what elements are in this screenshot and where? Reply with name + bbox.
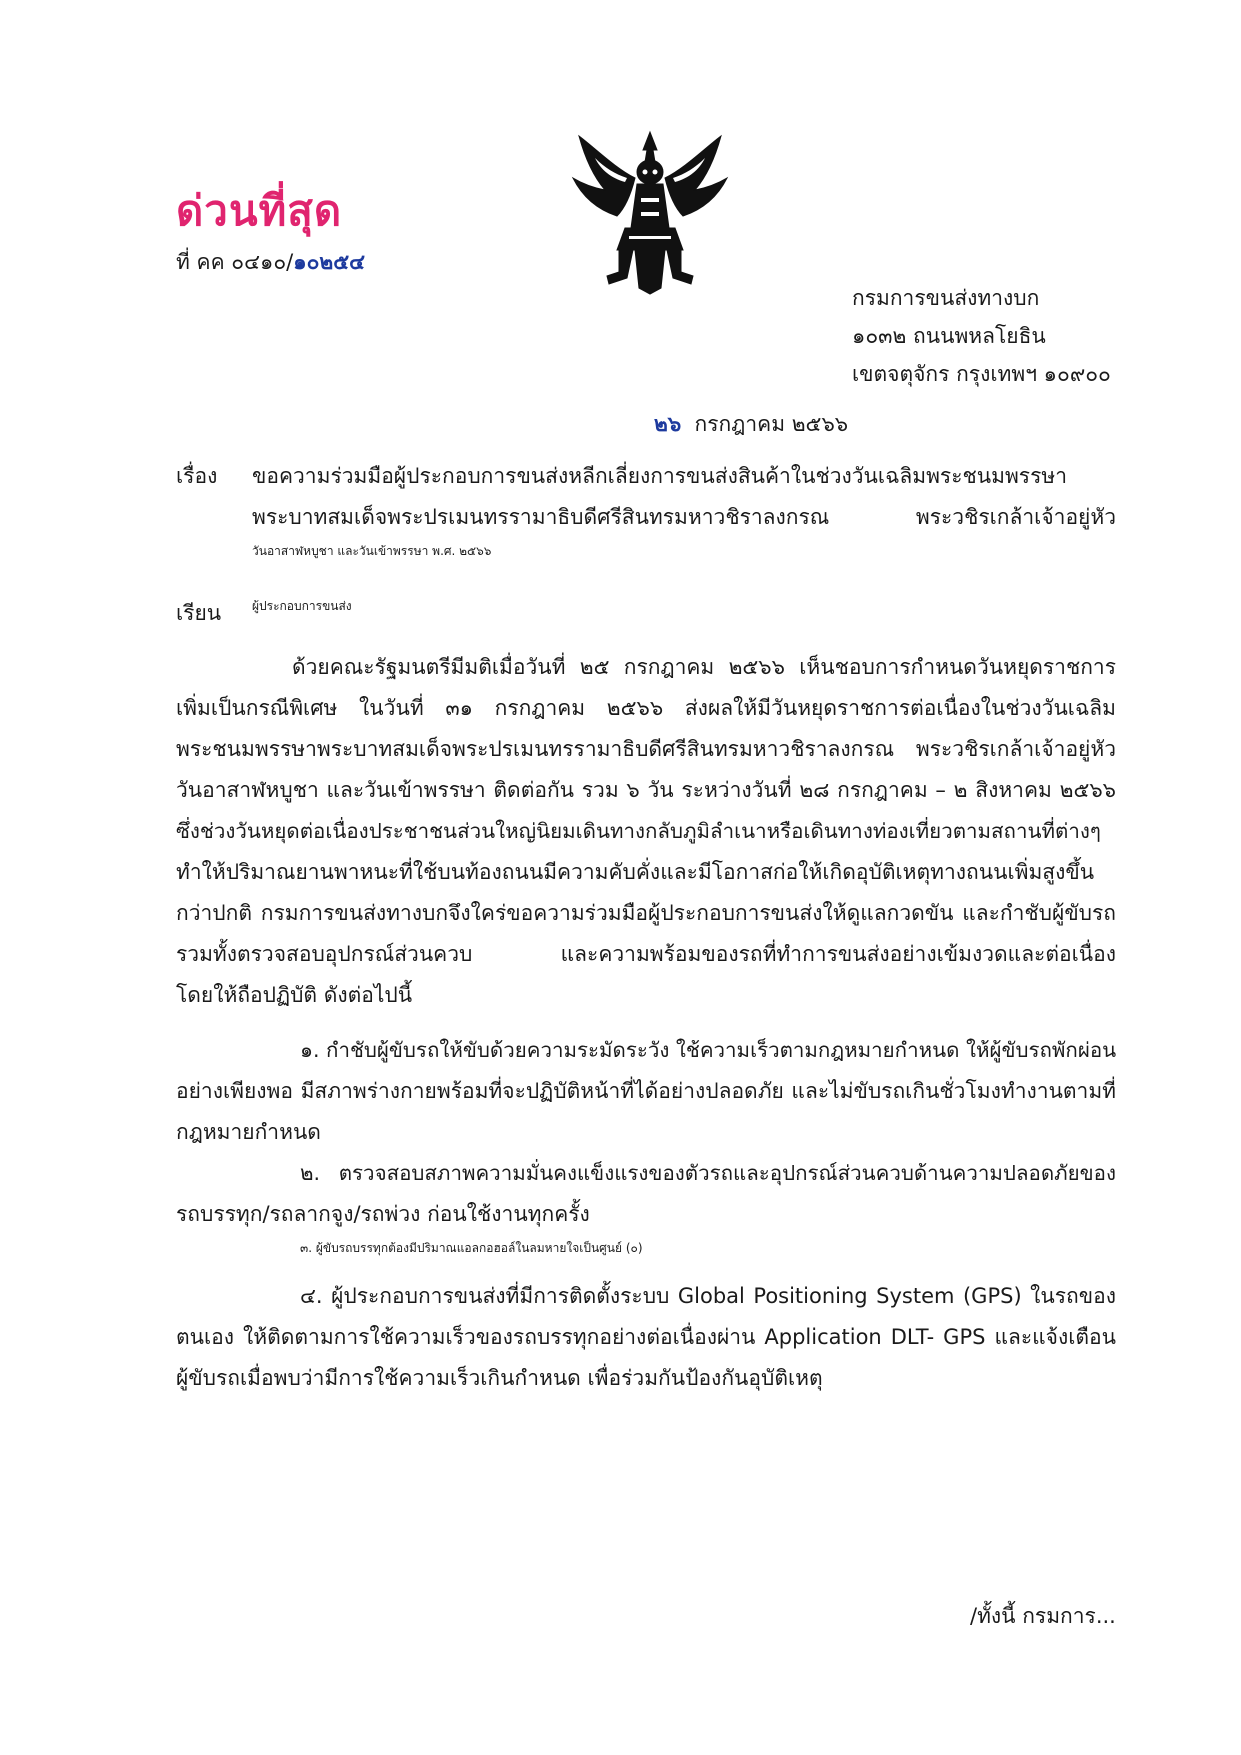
continuation-marker: /ทั้งนี้ กรมการ... [970, 1604, 1116, 1628]
salutation-label: เรียน [176, 601, 222, 625]
paragraph1-line-2: เพิ่มเป็นกรณีพิเศษ ในวันที่ ๓๑ กรกฎาคม ๒๕๖๖ ส่งผลให้มีวันหยุดราชการต่อเนื่องในช่วงวันเฉลิม [176, 696, 1116, 720]
item1-line-3: กฎหมายกำหนด [176, 1120, 321, 1144]
item4-line-3: ผู้ขับรถเมื่อพบว่ามีการใช้ความเร็วเกินกำหนด เพื่อร่วมกันป้องกันอุบัติเหตุ [176, 1366, 823, 1390]
date-month-year: กรกฎาคม ๒๕๖๖ [694, 412, 849, 436]
item2-line-2: รถบรรทุก/รถลากจูง/รถพ่วง ก่อนใช้งานทุกครั้ง [176, 1202, 590, 1226]
paragraph1-line-1: ด้วยคณะรัฐมนตรีมีมติเมื่อวันที่ ๒๕ กรกฎาคม ๒๕๖๖ เห็นชอบการกำหนดวันหยุดราชการ [292, 655, 1116, 679]
paragraph1-line-4: วันอาสาฬหบูชา และวันเข้าพรรษา ติดต่อกัน รวม ๖ วัน ระหว่างวันที่ ๒๘ กรกฎาคม – ๒ สิงหาคม ๒๕๖๖ [176, 778, 1116, 802]
sender-address-district: เขตจตุจักร กรุงเทพฯ ๑๐๙๐๐ [852, 362, 1111, 386]
item4-line-1: ๔. ผู้ประกอบการขนส่งที่มีการติดตั้งระบบ Global Positioning System (GPS) ในรถของ [300, 1284, 1116, 1308]
paragraph1-line-6: ทำให้ปริมาณยานพาหนะที่ใช้บนท้องถนนมีความคับคั่งและมีโอกาสก่อให้เกิดอุบัติเหตุทางถนนเพิ่มสูงขึ้น [176, 860, 1095, 884]
subject-line-2: พระบาทสมเด็จพระปรเมนทรรามาธิบดีศรีสินทรมหาวชิราลงกรณ พระวชิรเกล้าเจ้าอยู่หัว [252, 505, 1116, 529]
garuda-emblem-icon [565, 128, 735, 296]
item1-line-2: อย่างเพียงพอ มีสภาพร่างกายพร้อมที่จะปฏิบัติหน้าที่ได้อย่างปลอดภัย และไม่ขับรถเกินชั่วโมงทำงานตามที่ [176, 1079, 1116, 1103]
reference-number [176, 246, 365, 279]
item3-line-1: ๓. ผู้ขับรถบรรทุกต้องมีปริมาณแอลกอฮอล์ในลมหายใจเป็นศูนย์ (๐) [300, 1241, 643, 1255]
letter-date [654, 408, 848, 441]
reference-handwritten-number: ๑๐๒๕๔ [293, 250, 366, 274]
subject-label: เรื่อง [176, 464, 218, 488]
paragraph1-line-5: ซึ่งช่วงวันหยุดต่อเนื่องประชาชนส่วนใหญ่นิยมเดินทางกลับภูมิลำเนาหรือเดินทางท่องเที่ยวตามสถานที่ต่างๆ [176, 819, 1101, 843]
salutation-text: ผู้ประกอบการขนส่ง [252, 599, 352, 613]
paragraph1-line-3: พระชนมพรรษาพระบาทสมเด็จพระปรเมนทรรามาธิบดีศรีสินทรมหาวชิราลงกรณ พระวชิรเกล้าเจ้าอยู่หัว [176, 737, 1116, 761]
urgency-stamp: ด่วนที่สุด [176, 186, 343, 235]
sender-address-street: ๑๐๓๒ ถนนพหลโยธิน [852, 324, 1046, 348]
paragraph1-line-8: รวมทั้งตรวจสอบอุปกรณ์ส่วนควบ และความพร้อมของรถที่ทำการขนส่งอย่างเข้มงวดและต่อเนื่อง [176, 942, 1116, 966]
sender-name: กรมการขนส่งทางบก [852, 286, 1040, 310]
paragraph1-line-9: โดยให้ถือปฏิบัติ ดังต่อไปนี้ [176, 983, 413, 1007]
date-day-handwritten: ๒๖ [654, 412, 682, 436]
item2-line-1: ๒. ตรวจสอบสภาพความมั่นคงแข็งแรงของตัวรถและอุปกรณ์ส่วนควบด้านความปลอดภัยของ [300, 1161, 1116, 1185]
paragraph1-line-7: กว่าปกติ กรมการขนส่งทางบกจึงใคร่ขอความร่วมมือผู้ประกอบการขนส่งให้ดูแลกวดขัน และกำชับผู้ขับรถ [176, 901, 1116, 925]
item1-line-1: ๑. กำชับผู้ขับรถให้ขับด้วยความระมัดระวัง ใช้ความเร็วตามกฎหมายกำหนด ให้ผู้ขับรถพักผ่อน [300, 1038, 1117, 1062]
reference-prefix: ที่ คค ๐๔๑๐/ [176, 250, 294, 274]
subject-line-3: วันอาสาฬหบูชา และวันเข้าพรรษา พ.ศ. ๒๕๖๖ [252, 544, 492, 558]
subject-line-1: ขอความร่วมมือผู้ประกอบการขนส่งหลีกเลี่ยงการขนส่งสินค้าในช่วงวันเฉลิมพระชนมพรรษา [252, 464, 1067, 488]
item4-line-2: ตนเอง ให้ติดตามการใช้ความเร็วของรถบรรทุกอย่างต่อเนื่องผ่าน Application DLT- GPS และแจ้งเตือน [176, 1325, 1116, 1349]
